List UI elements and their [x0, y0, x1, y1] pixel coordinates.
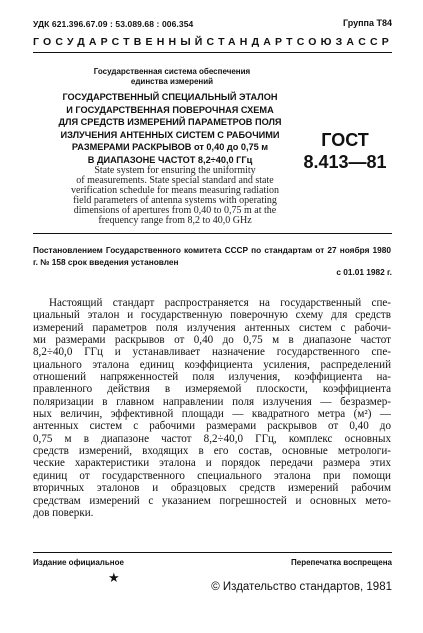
- body-line: Настоящий стандарт распространяется на государственный спе-: [49, 297, 391, 309]
- body-line: дов поверки.: [33, 506, 94, 519]
- english-title-line: verification schedule for means measuring radiation: [71, 185, 279, 196]
- standard-heading-word: СТАНДАРТ: [206, 36, 297, 48]
- bottom-divider: [33, 552, 392, 553]
- system-name-line: единства измерений: [130, 77, 214, 86]
- udk-code: УДК 621.396.67.09 : 53.089.68 : 006.354: [33, 19, 194, 29]
- top-divider: [33, 52, 392, 53]
- body-line: единиц от государственного специального эталона при помощи: [33, 469, 391, 482]
- star-icon: ★: [108, 570, 120, 585]
- standard-heading-word: ССР: [358, 36, 393, 48]
- gost-number: [300, 129, 390, 173]
- body-line: правленного действия в измеряемой плоскости, коэффициента: [33, 383, 391, 396]
- system-name: [92, 67, 252, 87]
- title-line: ГОСУДАРСТВЕННЫЙ СПЕЦИАЛЬНЫЙ ЭТАЛОН: [62, 92, 278, 102]
- title-line: И ГОСУДАРСТВЕННАЯ ПОВЕРОЧНАЯ СХЕМА: [66, 104, 274, 115]
- system-name-line: Государственная система обеспечения: [93, 67, 251, 76]
- body-line: вторичных эталонов и образцовых средств измерений рабочим: [33, 482, 391, 495]
- body-line: циальный эталон и государственную поверочную схему для средств: [33, 309, 391, 322]
- body-line: измерений параметров поля излучения антенных систем с рабочи-: [33, 321, 391, 334]
- body-line: 8,2÷40,0 ГГц и устанавливает назначение государственного спе-: [33, 346, 391, 359]
- english-title-line: frequency range from 8,2 to 40,0 GHz: [98, 215, 252, 226]
- title-line: РАЗМЕРАМИ РАСКРЫВОВ от 0,40 до 0,75 м: [71, 142, 269, 153]
- standard-heading: [33, 36, 391, 48]
- english-title-line: of measurements. State special standard and state: [76, 175, 274, 186]
- decree-text: Постановлением Государственного комитета СССР по стандартам от 27 ноября 1980 г. № 158 срок введения установлен: [33, 245, 391, 267]
- body-line: циального эталона единиц коэффициента усиления, распределений: [33, 358, 391, 371]
- body-line: 0,75 м в диапазоне частот 8,2÷40,0 ГГц, комплекс основных: [33, 432, 391, 445]
- english-title: [55, 166, 295, 226]
- standard-heading-word: СОЮЗА: [296, 36, 359, 48]
- standard-heading-word: ГОСУДАРСТВЕННЫЙ: [33, 36, 207, 48]
- copyright-notice: © Издательство стандартов, 1981: [211, 581, 392, 593]
- english-title-line: field parameters of antenna systems with operating: [73, 195, 277, 206]
- body-line: средствам измерений с указанием погрешностей и основных мето-: [33, 494, 391, 507]
- title-line: ИЗЛУЧЕНИЯ АНТЕННЫХ СИСТЕМ С РАБОЧИМИ: [60, 129, 280, 140]
- body-line: ческие характеристики эталона и порядок передачи размера этих: [33, 457, 391, 470]
- document-title: [30, 91, 310, 167]
- body-line: ных величин, эффективной площади — квадратного метра (м²) —: [33, 408, 391, 421]
- middle-divider: [33, 233, 392, 234]
- body-line: поляризации в главном направлении поля излучения — безразмер-: [33, 395, 391, 408]
- group-code: Группа Т84: [342, 18, 392, 28]
- reprint-notice: Перепечатка воспрещена: [291, 558, 392, 567]
- english-title-line: State system for ensuring the uniformity: [94, 165, 256, 176]
- body-line: антенных систем с рабочими размерами раскрывов от 0,40 до: [33, 420, 391, 433]
- title-line: В ДИАПАЗОНЕ ЧАСТОТ 8,2÷40,0 ГГц: [87, 154, 253, 165]
- english-title-line: dimensions of apertures from 0,40 to 0,75 m at the: [73, 205, 277, 216]
- body-paragraph: [33, 297, 391, 519]
- body-line: ми размерами раскрывов от 0,40 до 0,75 м в диапазоне частот: [33, 334, 391, 347]
- gost-label: ГОСТ: [321, 130, 369, 150]
- gost-code: 8.413—81: [303, 152, 387, 172]
- title-line: ДЛЯ СРЕДСТВ ИЗМЕРЕНИЙ ПАРАМЕТРОВ ПОЛЯ: [58, 117, 282, 128]
- body-line: средств измерений, входящих в его состав, основные метрологи-: [33, 445, 391, 458]
- official-edition-label: Издание официальное: [33, 558, 124, 567]
- effective-date: с 01.01 1982 г.: [336, 267, 392, 277]
- body-line: отношений напряженностей поля излучения, коэффициента на-: [33, 371, 391, 384]
